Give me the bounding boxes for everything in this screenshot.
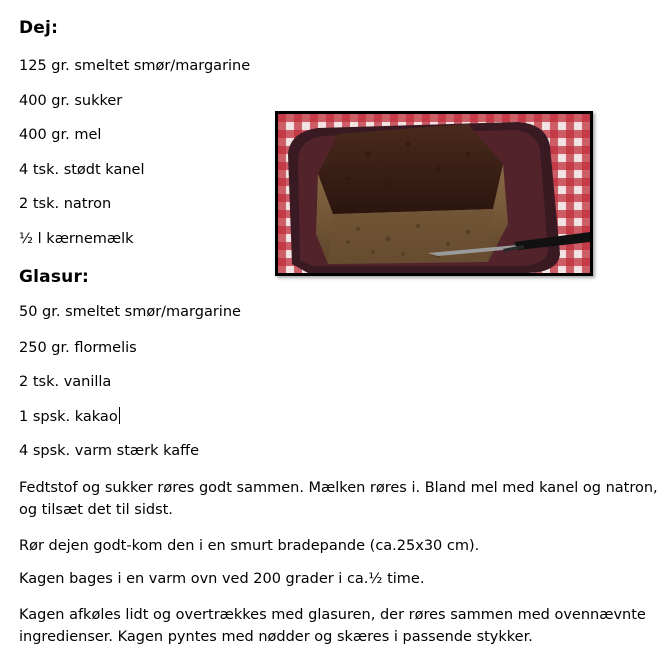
glaze-heading: Glasur: bbox=[19, 267, 90, 287]
dough-item: 2 tsk. natron bbox=[19, 196, 112, 212]
instruction-paragraph: Kagen bages i en varm ovn ved 200 grader i ca.½ time. bbox=[19, 571, 425, 587]
glaze-item: 250 gr. flormelis bbox=[19, 340, 137, 356]
instruction-paragraph: Kagen afkøles lidt og overtrækkes med glasuren, der røres sammen med ovennævnte ingredienser. Kagen pyntes med nødder og skæres i passende stykker. bbox=[19, 607, 646, 645]
glaze-item: 2 tsk. vanilla bbox=[19, 374, 112, 390]
glaze-item[interactable] bbox=[19, 407, 120, 427]
glaze-item-text: 1 spsk. kakao bbox=[19, 409, 118, 425]
cake-photo[interactable] bbox=[275, 111, 593, 276]
dough-item: 4 tsk. stødt kanel bbox=[19, 162, 145, 178]
cake-photo-image bbox=[278, 114, 590, 273]
dough-item: 400 gr. sukker bbox=[19, 93, 123, 109]
dough-item: 125 gr. smeltet smør/margarine bbox=[19, 58, 251, 74]
dough-item: 400 gr. mel bbox=[19, 127, 102, 143]
glaze-item: 4 spsk. varm stærk kaffe bbox=[19, 443, 200, 459]
dough-heading: Dej: bbox=[19, 18, 59, 38]
text-cursor bbox=[119, 407, 120, 424]
instruction-paragraph: Fedtstof og sukker røres godt sammen. Mælken røres i. Bland mel med kanel og natron, og tilsæt det til sidst. bbox=[19, 480, 658, 518]
instruction-paragraph: Rør dejen godt-kom den i en smurt bradepande (ca.25x30 cm). bbox=[19, 538, 480, 554]
dough-item: ½ l kærnemælk bbox=[19, 231, 134, 247]
glaze-item: 50 gr. smeltet smør/margarine bbox=[19, 304, 241, 320]
